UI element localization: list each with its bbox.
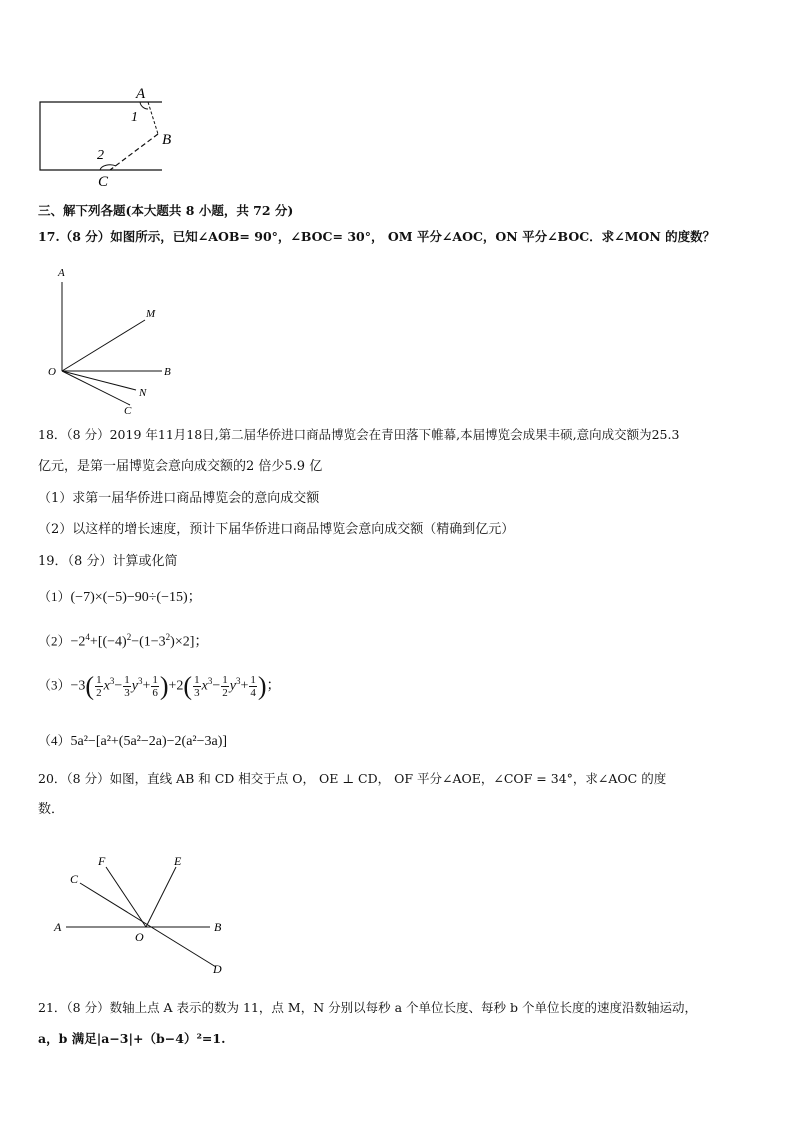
angle-arc-2 (100, 165, 116, 170)
q20-line2: 数． (38, 802, 65, 817)
ray-of (106, 867, 146, 927)
q19-expr3-a: −3 (70, 678, 86, 694)
label-B: B (214, 920, 222, 934)
label-A: A (54, 920, 62, 934)
label-C: C (98, 174, 109, 190)
q19-expr3-b: +2 (168, 678, 184, 694)
segment-bc (110, 134, 158, 170)
label-C: C (70, 872, 79, 886)
q19-expr2-exp1: 4 (85, 632, 90, 642)
q19-expr2-d: )×2]； (170, 634, 209, 650)
q21-line2: a，b 满足|a−3|+（b−4）²=1. (38, 1031, 226, 1046)
q20-figure (40, 845, 240, 985)
q18-line1: 18．（8 分）2019 年11月18日,第二届华侨进口商品博览会在青田落下帷幕,本届博览会成果丰硕,意向成交额为25.3 (38, 427, 680, 442)
q19-item2-prefix: （2） (38, 633, 71, 649)
q19-expr1: (−7)×(−5)−90÷(−15)； (70, 590, 202, 605)
line-cd (80, 883, 216, 967)
ray-oc (62, 371, 130, 405)
q21-line1: 21．（8 分）数轴上点 A 表示的数为 11，点 M，N 分别以每秒 a 个单位长度、每秒 b 个单位长度的速度沿数轴运动， (38, 1000, 697, 1015)
q19-expr2-c: −(1−3 (131, 634, 166, 650)
ray-om (62, 320, 145, 371)
q20-line1: 20．（8 分）如图，直线 AB 和 CD 相交于点 O， OE ⊥ CD， OF 平分∠AOE，∠COF = 34°，求∠AOC 的度 (38, 771, 667, 786)
angle-arc-1 (140, 102, 148, 109)
label-N: N (139, 387, 147, 399)
label-O: O (135, 930, 144, 944)
q19-expr2-a: −2 (70, 634, 86, 650)
q19-item3: （3）−3( $\frac{1}{2}$ $x^3-$ $\frac{1}{3}$ $y^3+$ $\frac{1}{6}$ )+2( $\frac{1}{3}$ $x^3-$ $\frac{1}{2}$ $y^3+$ $\frac{1}{4}$ )； (38, 671, 281, 701)
q18-sub2: （2）以这样的增长速度，预计下届华侨进口商品博览会意向成交额（精确到亿元） (38, 522, 515, 537)
q19-expr2-exp3: 2 (165, 632, 171, 642)
label-B: B (164, 366, 171, 378)
q19-item4-prefix: （4） (38, 733, 71, 748)
label-D: D (213, 962, 222, 976)
q17-text: 17.（8 分）如图所示，已知∠AOB= 90°，∠BOC= 30°， OM 平分∠AOC，ON 平分∠BOC．求∠MON 的度数？ (38, 229, 716, 244)
label-1: 1 (131, 110, 138, 125)
q19-title: 19．（8 分）计算或化简 (38, 554, 178, 569)
section-heading: 三、解下列各题(本大题共 8 小题，共 72 分) (38, 203, 294, 218)
q19-expr3-end: ； (266, 678, 281, 694)
label-2: 2 (97, 148, 104, 163)
label-O: O (48, 366, 56, 378)
q19-expr2-exp2: 2 (126, 632, 132, 642)
rectangle-figure (30, 82, 190, 192)
label-M: M (146, 308, 156, 320)
q18-line2: 亿元，是第一届博览会意向成交额的2 倍少5.9 亿 (38, 459, 323, 474)
label-C: C (124, 405, 132, 417)
q19-expr4: 5a²−[a²+(5a²−2a)−2(a²−3a)] (70, 734, 228, 749)
label-B: B (162, 132, 172, 148)
label-A: A (58, 267, 65, 279)
q19-expr2-b: +[(−4) (89, 634, 127, 650)
q19-item2 (38, 628, 208, 652)
q19-item3-prefix: （3） (38, 677, 71, 693)
label-E: E (174, 854, 182, 868)
q17-figure (40, 262, 190, 422)
q19-item1 (38, 588, 202, 607)
label-A: A (136, 86, 146, 102)
q18-sub1: （1）求第一届华侨进口商品博览会的意向成交额 (38, 491, 320, 506)
label-F: F (98, 854, 106, 868)
q19-item1-prefix: （1） (38, 589, 71, 604)
q19-item4 (38, 732, 227, 751)
segment-ab (148, 102, 158, 134)
ray-on (62, 371, 136, 390)
ray-oe (146, 867, 176, 927)
